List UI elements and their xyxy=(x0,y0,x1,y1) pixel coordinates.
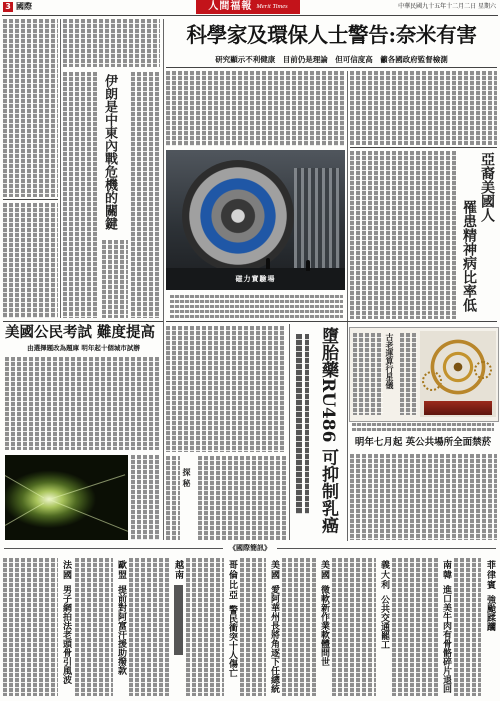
brief-headline xyxy=(116,560,125,675)
brief-body xyxy=(454,558,481,696)
body-text-block xyxy=(5,357,160,450)
divider xyxy=(289,324,290,540)
tunnel-photo-caption: 探秘 xyxy=(182,468,192,490)
photo-caption-text xyxy=(170,295,343,318)
brief-region: 法國 xyxy=(61,560,71,580)
divider xyxy=(166,321,497,322)
body-text-block xyxy=(400,333,417,415)
brief-headline xyxy=(379,560,388,649)
body-text-block xyxy=(350,151,456,319)
divider xyxy=(350,147,497,148)
ru486-subheadline xyxy=(296,334,309,514)
body-text-block xyxy=(166,71,345,146)
photo-detail xyxy=(49,474,125,500)
tunnel-photo xyxy=(5,455,128,540)
brief-headline xyxy=(319,560,328,666)
body-text-block xyxy=(131,72,160,318)
brief-body xyxy=(186,558,224,696)
brief-headline xyxy=(173,560,183,655)
brief-body xyxy=(129,558,169,696)
divider xyxy=(347,71,348,541)
brief-headline xyxy=(485,560,494,631)
asian-headline-line2: 罹患精神病比率低 xyxy=(461,200,477,312)
body-text-block xyxy=(198,456,286,540)
citizenship-headline: 美國公民考試 難度提高 xyxy=(5,324,156,341)
masthead-logo xyxy=(196,0,300,14)
magnet-photo xyxy=(166,150,345,290)
body-text-block xyxy=(350,71,497,145)
brief-title: 提前對阿富汗援助撥款 xyxy=(116,585,126,675)
page-number: 3 xyxy=(3,2,13,12)
divider xyxy=(166,67,497,68)
brief-title: 公共交通罷工 xyxy=(379,595,389,649)
brief-title: 強颱蹂躪 xyxy=(485,595,495,631)
body-text-block xyxy=(102,240,128,318)
uk-headline: 明年七月起 英公共場所全面禁菸 xyxy=(354,437,492,448)
brief-region: 菲律賓 xyxy=(485,560,495,590)
brief-region: 義大利 xyxy=(379,560,389,590)
brief-title: 警民衝突十人傷亡 xyxy=(227,605,237,677)
brief-title: 微軟新作業軟體問世 xyxy=(319,585,329,666)
brief-region: 越南 xyxy=(173,560,183,580)
iran-headline: 伊朗是中東內戰危機的關鍵 xyxy=(102,74,117,230)
photo-detail xyxy=(182,160,294,272)
lead-subheadline: 研究顯示不利健康 目前仍是理論 但可信度高 籲各國政府監督檢測 xyxy=(215,55,448,64)
clock-photo xyxy=(349,327,499,422)
brief-body xyxy=(282,558,316,696)
body-text-block xyxy=(350,454,497,540)
brief-body xyxy=(75,558,113,696)
header-rule xyxy=(2,15,498,16)
citizenship-subheadline: 由選擇題改為題庫 明年起十個城市試辦 xyxy=(27,344,140,352)
section-name: 國際 xyxy=(16,2,32,11)
brief-headline xyxy=(269,560,278,693)
brief-region: 歐盟 xyxy=(116,560,126,580)
photo-detail xyxy=(5,503,44,526)
brief-body xyxy=(240,558,266,696)
body-text-block xyxy=(3,203,58,318)
divider xyxy=(60,19,61,318)
brief-region: 哥倫比亞 xyxy=(227,560,237,600)
body-text-block xyxy=(131,455,160,540)
magnet-photo-label: 磁力實驗場 xyxy=(235,275,276,283)
brief-region: 南韓 xyxy=(441,560,451,580)
clock-photo-label: 古老運算行星儀 xyxy=(385,333,395,389)
brief-body xyxy=(3,558,58,696)
briefs-band-title: 《國際簡訊》 xyxy=(223,543,277,552)
divider xyxy=(3,321,163,322)
photo-caption-text xyxy=(352,423,494,433)
divider xyxy=(3,199,58,200)
lead-headline: 科學家及環保人士警告:奈米有害 xyxy=(186,23,477,47)
brief-title: 愛阿華州長將角逐下任總統 xyxy=(269,585,279,693)
brief-region: 美國 xyxy=(269,560,279,580)
body-text-block xyxy=(63,72,99,318)
brief-title-illegible xyxy=(174,585,183,655)
brief-headline xyxy=(61,560,70,684)
issue-date: 中華民國九十五年十二月二日 星期六 xyxy=(398,3,496,10)
clock-photo-art xyxy=(420,331,496,417)
briefs-band xyxy=(0,542,500,554)
divider xyxy=(163,19,164,540)
brief-region: 美國 xyxy=(319,560,329,580)
photo-detail xyxy=(474,361,492,379)
brief-body xyxy=(392,558,438,696)
body-text-block xyxy=(166,326,286,452)
photo-detail xyxy=(266,258,270,269)
photo-detail xyxy=(49,499,128,532)
masthead-english: Merit Times xyxy=(256,3,288,10)
asian-headline-line1: 亞裔美國人 xyxy=(479,152,495,222)
body-text-block xyxy=(3,19,58,197)
brief-title: 男子網拍法老頭骨引風波 xyxy=(61,585,71,684)
brief-title: 進口美牛肉有骨骼碎片退回 xyxy=(441,585,451,693)
brief-headline xyxy=(227,560,236,677)
photo-detail xyxy=(5,475,44,498)
ru486-headline: 墮胎藥RU486 可抑制乳癌 xyxy=(318,327,338,534)
brief-headline xyxy=(441,560,450,693)
photo-detail xyxy=(424,401,492,415)
body-text-block xyxy=(353,333,383,415)
masthead-title: 人間福報 xyxy=(208,1,253,12)
body-text-block xyxy=(166,456,180,540)
brief-body xyxy=(332,558,376,696)
photo-detail xyxy=(294,168,340,272)
photo-detail xyxy=(306,260,310,271)
body-text-block xyxy=(63,19,160,67)
